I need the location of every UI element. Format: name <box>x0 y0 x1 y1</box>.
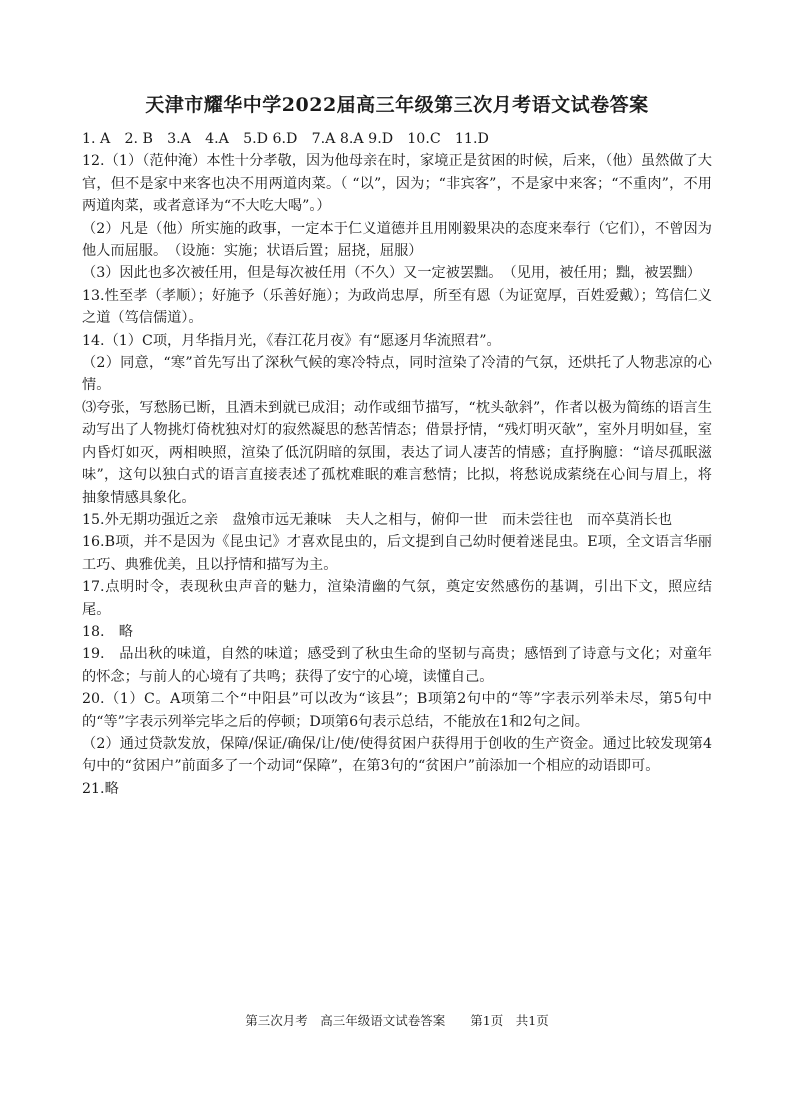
page-footer: 第三次月考 高三年级语文试卷答案 第1页 共1页 <box>245 1013 549 1028</box>
answer-line-19: 19. 品出秋的味道，自然的味道；感受到了秋虫生命的坚韧与高贵；感悟到了诗意与文化；对童年的怀念；与前人的心境有了共鸣；获得了安宁的心境，读懂自己。 <box>82 646 712 685</box>
answer-content <box>82 128 712 800</box>
answer-line-12-1: 12.（1）（范仲淹）本性十分孝敬，因为他母亲在时，家境正是贫困的时候，后来，（他）虽然做了大官，但不是家中来客也决不用两道肉菜。（ “以”，因为；“非宾客”，不是家中来客；“不重肉”，不用两道肉菜，或者意译为“不大吃大喝”。） <box>82 153 712 215</box>
answer-line-17: 17.点明时令，表现秋虫声音的魅力，渲染清幽的气氛，奠定安然感伤的基调，引出下文，照应结尾。 <box>82 579 712 618</box>
answer-line-16: 16.B项，并不是因为《昆虫记》才喜欢昆虫的，后文提到自己幼时便着迷昆虫。E项，全文语言华丽工巧、典雅优美，且以抒情和描写为主。 <box>82 534 712 573</box>
answer-line-12-2: （2）凡是（他）所实施的政事，一定本于仁义道德并且用刚毅果决的态度来奉行（它们），不曾因为他人而屈服。 （设施：实施；状语后置；屈挠，屈服） <box>82 220 712 260</box>
answer-line-14-1: 14.（1）C项，月华指月光，《春江花月夜》有“愿逐月华流照君”。 <box>82 332 501 349</box>
answer-line-18: 18. 略 <box>82 623 133 640</box>
answer-line-12-3: （3）因此也多次被任用，但是每次被任用（不久）又一定被罢黜。 （见用，被任用；黜，被罢黜） <box>82 265 702 282</box>
page-title: 天津市耀华中学2022届高三年级第三次月考语文试卷答案 <box>145 94 649 116</box>
answer-line-14-3: ⑶夸张，写愁肠已断，且酒未到就已成泪；动作或细节描写，“枕头欹斜”，作者以极为简练的语言生动写出了人物挑灯倚枕独对灯的寂然凝思的愁苦情态；借景抒情，“残灯明灭欹”，室外月明如昼，室内昏灯如灭，两相映照，渲染了低沉阴暗的氛围，表达了词人凄苦的情感；直抒胸臆：“谙尽孤眠滋味”，这句以独白式的语言直接表述了孤枕难眠的难言愁情；比拟，将愁说成萦绕在心间与眉上，将抽象情感具象化。 <box>82 399 712 506</box>
answer-line-choices: 1. A 2. B 3.A 4.A 5.D 6.D 7.A 8.A 9.D 10.C 11.D <box>82 131 489 147</box>
answer-line-20-1: 20.（1）C。A项第二个“中阳县”可以改为“该县”；B项第2句中的“等”字表示列举未尽，第5句中的“等”字表示列举完毕之后的停顿；D项第6句表示总结，不能放在1和2句之间。 <box>82 691 712 730</box>
answer-line-20-2: （2）通过贷款发放，保障/保证/确保/让/使/使得贫困户获得用于创收的生产资金。通过比较发现第4句中的“贫困户”前面多了一个动词“保障”，在第3句的“贫困户”前添加一个相应的动语即可。 <box>82 735 712 775</box>
answer-line-14-2: （2）同意，“寒”首先写出了深秋气候的寒冷特点，同时渲染了冷清的气氛，还烘托了人物悲凉的心情。 <box>82 355 712 394</box>
answer-line-13: 13.性至孝（孝顺）；好施予（乐善好施）；为政尚忠厚，所至有恩（为证宽厚，百姓爱戴）；笃信仁义之道（笃信儒道）。 <box>82 287 712 327</box>
answer-line-21: 21.略 <box>82 780 119 797</box>
answer-line-15: 15.外无期功强近之亲 盘飧市远无兼味 夫人之相与，俯仰一世 而未尝往也 而卒莫消长也 <box>82 511 673 528</box>
